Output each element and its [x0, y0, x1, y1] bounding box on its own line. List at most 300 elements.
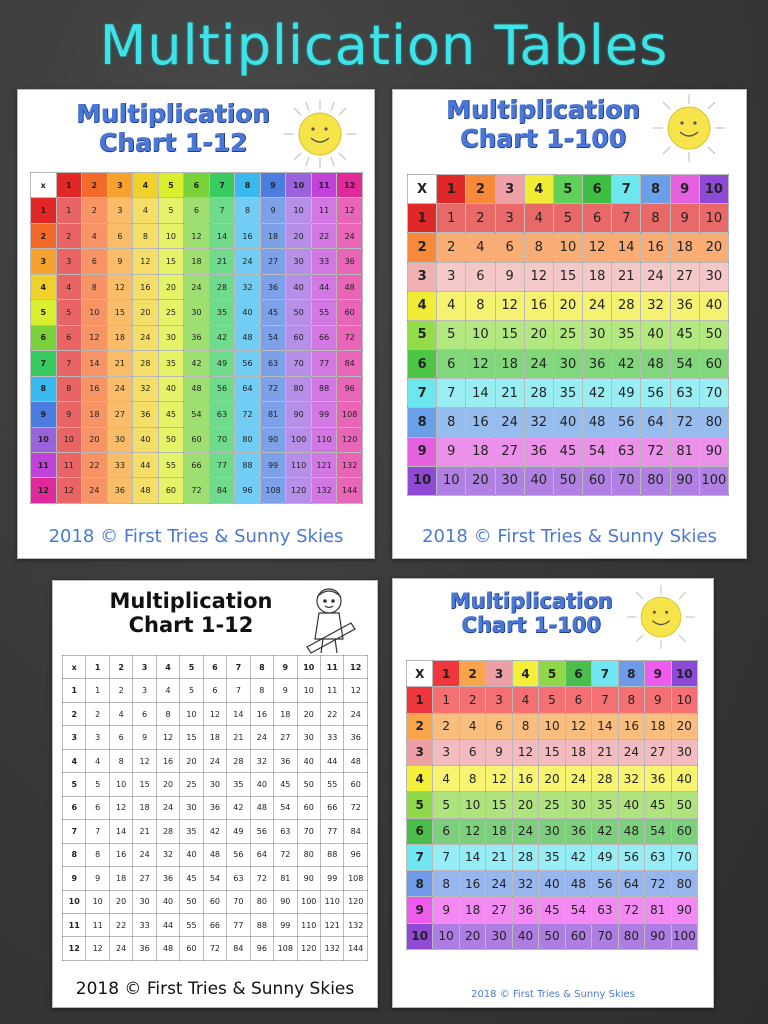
product-cell: 8: [156, 702, 179, 725]
product-cell: 18: [109, 867, 132, 890]
product-cell: 27: [107, 402, 133, 427]
copyright-footer: 2018 © First Tries & Sunny Skies: [48, 526, 344, 547]
product-cell: 10: [466, 320, 495, 349]
product-cell: 2: [82, 198, 108, 223]
product-cell: 28: [133, 351, 159, 376]
column-header-cell: 9: [670, 175, 699, 204]
product-cell: 9: [495, 262, 524, 291]
product-cell: 12: [524, 262, 553, 291]
table-row: [63, 726, 368, 749]
product-cell: 24: [583, 291, 612, 320]
product-cell: 48: [203, 843, 226, 866]
product-cell: 120: [286, 478, 312, 504]
card-title-line1: Multiplication: [449, 589, 613, 613]
product-cell: 20: [512, 792, 538, 818]
product-cell: 72: [184, 478, 210, 504]
product-cell: 20: [156, 773, 179, 796]
card-title-line2: Chart 1-12: [98, 127, 248, 157]
product-cell: 12: [86, 937, 109, 961]
row-header-cell: 4: [408, 291, 437, 320]
card-title-line1: Multiplication: [76, 99, 270, 128]
corner-cell: x: [31, 173, 57, 198]
product-cell: 14: [592, 713, 618, 739]
product-cell: 12: [156, 726, 179, 749]
product-cell: 12: [56, 478, 82, 504]
product-cell: 36: [670, 291, 699, 320]
column-header-cell: 10: [297, 656, 320, 679]
product-cell: 40: [512, 923, 538, 949]
product-cell: 3: [437, 262, 466, 291]
product-cell: 32: [250, 749, 273, 772]
product-cell: 72: [274, 843, 297, 866]
product-cell: 77: [320, 820, 343, 843]
table-row: [407, 818, 698, 844]
table-row: [63, 867, 368, 890]
table-row: [31, 427, 363, 452]
copyright-footer: 2018 © First Tries & Sunny Skies: [422, 526, 717, 547]
product-cell: 8: [82, 274, 108, 299]
product-cell: 40: [524, 466, 553, 495]
product-cell: 81: [260, 402, 286, 427]
product-cell: 42: [203, 820, 226, 843]
row-header-cell: 1: [63, 679, 86, 702]
product-cell: 32: [512, 871, 538, 897]
product-cell: 80: [235, 427, 261, 452]
product-cell: 56: [592, 871, 618, 897]
product-cell: 20: [109, 890, 132, 913]
product-cell: 60: [203, 890, 226, 913]
product-cell: 28: [209, 274, 235, 299]
product-cell: 1: [86, 679, 109, 702]
product-cell: 10: [459, 792, 485, 818]
product-cell: 8: [86, 843, 109, 866]
product-cell: 63: [274, 820, 297, 843]
column-header-cell: 4: [512, 661, 538, 687]
product-cell: 99: [311, 402, 337, 427]
product-cell: 9: [274, 679, 297, 702]
product-cell: 14: [82, 351, 108, 376]
product-cell: 72: [235, 402, 261, 427]
product-cell: 12: [512, 739, 538, 765]
product-cell: 12: [565, 713, 591, 739]
sun-icon: [280, 98, 360, 170]
product-cell: 66: [203, 913, 226, 936]
product-cell: 10: [56, 427, 82, 452]
row-header-cell: 7: [63, 820, 86, 843]
row-header-cell: 11: [63, 913, 86, 936]
product-cell: 42: [583, 379, 612, 408]
row-header-cell: 10: [63, 890, 86, 913]
product-cell: 21: [209, 249, 235, 274]
product-cell: 14: [459, 844, 485, 870]
product-cell: 22: [82, 452, 108, 477]
product-cell: 8: [133, 223, 159, 248]
product-cell: 20: [524, 320, 553, 349]
product-cell: 24: [133, 843, 156, 866]
row-header-cell: 1: [408, 204, 437, 233]
column-header-cell: 3: [486, 661, 512, 687]
product-cell: 40: [641, 320, 670, 349]
product-cell: 28: [612, 291, 641, 320]
product-cell: 2: [56, 223, 82, 248]
product-cell: 60: [286, 325, 312, 350]
row-header-cell: 7: [407, 844, 433, 870]
product-cell: 28: [227, 749, 250, 772]
table-row: [63, 820, 368, 843]
product-cell: 8: [109, 749, 132, 772]
product-cell: 18: [274, 702, 297, 725]
chart-card-rainbow-1-12[interactable]: [17, 89, 375, 559]
product-cell: 2: [109, 679, 132, 702]
product-cell: 77: [227, 913, 250, 936]
product-cell: 27: [486, 897, 512, 923]
product-cell: 25: [539, 792, 565, 818]
product-cell: 14: [612, 233, 641, 262]
product-cell: 108: [337, 402, 363, 427]
product-cell: 72: [250, 867, 273, 890]
row-header-cell: 4: [407, 766, 433, 792]
product-cell: 11: [320, 679, 343, 702]
product-cell: 90: [645, 923, 671, 949]
product-cell: 30: [203, 773, 226, 796]
product-cell: 24: [203, 749, 226, 772]
product-cell: 12: [495, 291, 524, 320]
product-cell: 9: [437, 437, 466, 466]
product-cell: 16: [466, 408, 495, 437]
card-title: [53, 589, 329, 637]
row-header-cell: 11: [31, 452, 57, 477]
product-cell: 90: [699, 437, 728, 466]
row-header-cell: 8: [31, 376, 57, 401]
product-cell: 84: [337, 351, 363, 376]
table-row: [31, 300, 363, 325]
product-cell: 60: [565, 923, 591, 949]
product-cell: 9: [86, 867, 109, 890]
product-cell: 100: [699, 466, 728, 495]
product-cell: 30: [286, 249, 312, 274]
product-cell: 22: [311, 223, 337, 248]
product-cell: 45: [539, 897, 565, 923]
product-cell: 18: [133, 796, 156, 819]
product-cell: 20: [297, 702, 320, 725]
product-cell: 80: [286, 376, 312, 401]
row-header-cell: 2: [63, 702, 86, 725]
product-cell: 64: [235, 376, 261, 401]
product-cell: 64: [250, 843, 273, 866]
column-header-cell: 5: [539, 661, 565, 687]
multiplication-grid: [406, 660, 698, 950]
product-cell: 8: [618, 687, 644, 713]
product-cell: 16: [82, 376, 108, 401]
product-cell: 132: [337, 452, 363, 477]
product-cell: 20: [459, 923, 485, 949]
product-cell: 20: [286, 223, 312, 248]
product-cell: 50: [671, 792, 697, 818]
product-cell: 72: [670, 408, 699, 437]
product-cell: 20: [180, 749, 203, 772]
chart-card-rainbow-1-100[interactable]: [392, 89, 747, 559]
row-header-cell: 9: [408, 437, 437, 466]
product-cell: 24: [565, 766, 591, 792]
card-title-line2: Chart 1-12: [128, 613, 254, 638]
table-row: [63, 796, 368, 819]
product-cell: 15: [107, 300, 133, 325]
product-cell: 5: [553, 204, 582, 233]
product-cell: 44: [156, 913, 179, 936]
table-row: [31, 478, 363, 504]
product-cell: 88: [320, 843, 343, 866]
product-cell: 24: [109, 937, 132, 961]
product-cell: 18: [260, 223, 286, 248]
product-cell: 24: [235, 249, 261, 274]
product-cell: 30: [158, 325, 184, 350]
product-cell: 12: [486, 766, 512, 792]
product-cell: 5: [56, 300, 82, 325]
product-cell: 16: [524, 291, 553, 320]
product-cell: 36: [645, 766, 671, 792]
product-cell: 10: [109, 773, 132, 796]
product-cell: 10: [180, 702, 203, 725]
column-header-cell: 4: [156, 656, 179, 679]
table-row: [407, 766, 698, 792]
table-row: [408, 291, 729, 320]
row-header-cell: 5: [31, 300, 57, 325]
product-cell: 12: [583, 233, 612, 262]
product-cell: 40: [297, 749, 320, 772]
product-cell: 10: [286, 198, 312, 223]
product-cell: 36: [107, 478, 133, 504]
column-header-cell: 4: [133, 173, 159, 198]
card-title: [393, 96, 693, 154]
product-cell: 50: [180, 890, 203, 913]
product-cell: 99: [274, 913, 297, 936]
row-header-cell: 8: [408, 408, 437, 437]
product-cell: 32: [618, 766, 644, 792]
product-cell: 6: [486, 713, 512, 739]
product-cell: 60: [699, 350, 728, 379]
column-header-cell: 9: [645, 661, 671, 687]
multiplication-grid: [62, 655, 368, 961]
product-cell: 99: [320, 867, 343, 890]
product-cell: 49: [612, 379, 641, 408]
product-cell: 24: [156, 796, 179, 819]
product-cell: 15: [553, 262, 582, 291]
column-header-cell: 11: [320, 656, 343, 679]
column-header-cell: 12: [344, 656, 368, 679]
product-cell: 6: [565, 687, 591, 713]
product-cell: 21: [227, 726, 250, 749]
product-cell: 14: [227, 702, 250, 725]
product-cell: 2: [466, 204, 495, 233]
table-row: [63, 749, 368, 772]
row-header-cell: 9: [31, 402, 57, 427]
product-cell: 32: [641, 291, 670, 320]
product-cell: 30: [180, 796, 203, 819]
product-cell: 42: [565, 844, 591, 870]
product-cell: 10: [437, 466, 466, 495]
product-cell: 8: [512, 713, 538, 739]
product-cell: 80: [671, 871, 697, 897]
column-header-cell: 2: [109, 656, 132, 679]
product-cell: 25: [553, 320, 582, 349]
product-cell: 18: [565, 739, 591, 765]
row-header-cell: 4: [31, 274, 57, 299]
product-cell: 4: [466, 233, 495, 262]
row-header-cell: 7: [408, 379, 437, 408]
product-cell: 132: [344, 913, 368, 936]
row-header-cell: 8: [63, 843, 86, 866]
row-header-cell: 12: [31, 478, 57, 504]
product-cell: 36: [133, 937, 156, 961]
product-cell: 54: [645, 818, 671, 844]
column-header-cell: 1: [56, 173, 82, 198]
product-cell: 48: [583, 408, 612, 437]
product-cell: 54: [203, 867, 226, 890]
product-cell: 6: [86, 796, 109, 819]
row-header-cell: 10: [31, 427, 57, 452]
table-row: [408, 350, 729, 379]
product-cell: 5: [180, 679, 203, 702]
product-cell: 16: [512, 766, 538, 792]
product-cell: 7: [227, 679, 250, 702]
row-header-cell: 9: [407, 897, 433, 923]
table-row: [407, 844, 698, 870]
product-cell: 72: [260, 376, 286, 401]
product-cell: 55: [158, 452, 184, 477]
product-cell: 28: [592, 766, 618, 792]
product-cell: 18: [466, 437, 495, 466]
product-cell: 18: [459, 897, 485, 923]
copyright-footer: 2018 © First Tries & Sunny Skies: [75, 979, 355, 999]
column-header-cell: 5: [158, 173, 184, 198]
product-cell: 60: [583, 466, 612, 495]
product-cell: 35: [158, 351, 184, 376]
table-row: [63, 937, 368, 961]
product-cell: 7: [56, 351, 82, 376]
table-row: [407, 897, 698, 923]
product-cell: 40: [699, 291, 728, 320]
product-cell: 8: [466, 291, 495, 320]
product-cell: 24: [641, 262, 670, 291]
product-cell: 55: [320, 773, 343, 796]
product-cell: 20: [82, 427, 108, 452]
product-cell: 55: [180, 913, 203, 936]
product-cell: 56: [250, 820, 273, 843]
product-cell: 16: [109, 843, 132, 866]
row-header-cell: 3: [408, 262, 437, 291]
product-cell: 7: [433, 844, 459, 870]
product-cell: 96: [235, 478, 261, 504]
product-cell: 12: [133, 749, 156, 772]
row-header-cell: 3: [63, 726, 86, 749]
product-cell: 70: [592, 923, 618, 949]
chart-card-rainbow-1-100-alt[interactable]: [392, 578, 714, 1008]
product-cell: 6: [495, 233, 524, 262]
chart-card-bw-1-12[interactable]: [52, 580, 378, 1008]
row-header-cell: 2: [407, 713, 433, 739]
product-cell: 88: [235, 452, 261, 477]
corner-cell: x: [63, 656, 86, 679]
product-cell: 50: [553, 466, 582, 495]
product-cell: 63: [209, 402, 235, 427]
table-row: [63, 913, 368, 936]
table-row: [408, 204, 729, 233]
product-cell: 45: [260, 300, 286, 325]
product-cell: 45: [274, 773, 297, 796]
product-cell: 48: [618, 818, 644, 844]
product-cell: 42: [227, 796, 250, 819]
product-cell: 9: [486, 739, 512, 765]
product-cell: 5: [158, 198, 184, 223]
product-cell: 36: [512, 897, 538, 923]
product-cell: 28: [512, 844, 538, 870]
product-cell: 1: [56, 198, 82, 223]
product-cell: 27: [495, 437, 524, 466]
card-title-line1: Multiplication: [446, 95, 640, 124]
product-cell: 7: [209, 198, 235, 223]
product-cell: 20: [671, 713, 697, 739]
product-cell: 72: [641, 437, 670, 466]
row-header-cell: 5: [407, 792, 433, 818]
product-cell: 45: [670, 320, 699, 349]
product-cell: 35: [180, 820, 203, 843]
product-cell: 3: [433, 739, 459, 765]
product-cell: 56: [618, 844, 644, 870]
product-cell: 4: [86, 749, 109, 772]
product-cell: 6: [583, 204, 612, 233]
product-cell: 10: [699, 204, 728, 233]
product-cell: 96: [344, 843, 368, 866]
table-row: [31, 402, 363, 427]
product-cell: 60: [344, 773, 368, 796]
product-cell: 4: [156, 679, 179, 702]
row-header-cell: 8: [407, 871, 433, 897]
product-cell: 35: [209, 300, 235, 325]
product-cell: 55: [311, 300, 337, 325]
product-cell: 12: [133, 249, 159, 274]
product-cell: 81: [670, 437, 699, 466]
product-cell: 84: [227, 937, 250, 961]
table-row: [407, 687, 698, 713]
product-cell: 49: [592, 844, 618, 870]
product-cell: 16: [618, 713, 644, 739]
product-cell: 6: [433, 818, 459, 844]
page-title: Multiplication Tables: [99, 14, 669, 77]
product-cell: 48: [565, 871, 591, 897]
product-cell: 15: [180, 726, 203, 749]
product-cell: 40: [553, 408, 582, 437]
product-cell: 8: [641, 204, 670, 233]
product-cell: 3: [107, 198, 133, 223]
product-cell: 36: [524, 437, 553, 466]
product-cell: 70: [286, 351, 312, 376]
product-cell: 10: [553, 233, 582, 262]
product-cell: 10: [82, 300, 108, 325]
product-cell: 12: [109, 796, 132, 819]
product-cell: 35: [553, 379, 582, 408]
product-cell: 16: [459, 871, 485, 897]
column-header-cell: 3: [495, 175, 524, 204]
product-cell: 28: [524, 379, 553, 408]
product-cell: 7: [592, 687, 618, 713]
product-cell: 54: [565, 897, 591, 923]
product-cell: 9: [133, 726, 156, 749]
product-cell: 28: [156, 820, 179, 843]
product-cell: 50: [539, 923, 565, 949]
product-cell: 3: [486, 687, 512, 713]
product-cell: 66: [320, 796, 343, 819]
product-cell: 110: [311, 427, 337, 452]
